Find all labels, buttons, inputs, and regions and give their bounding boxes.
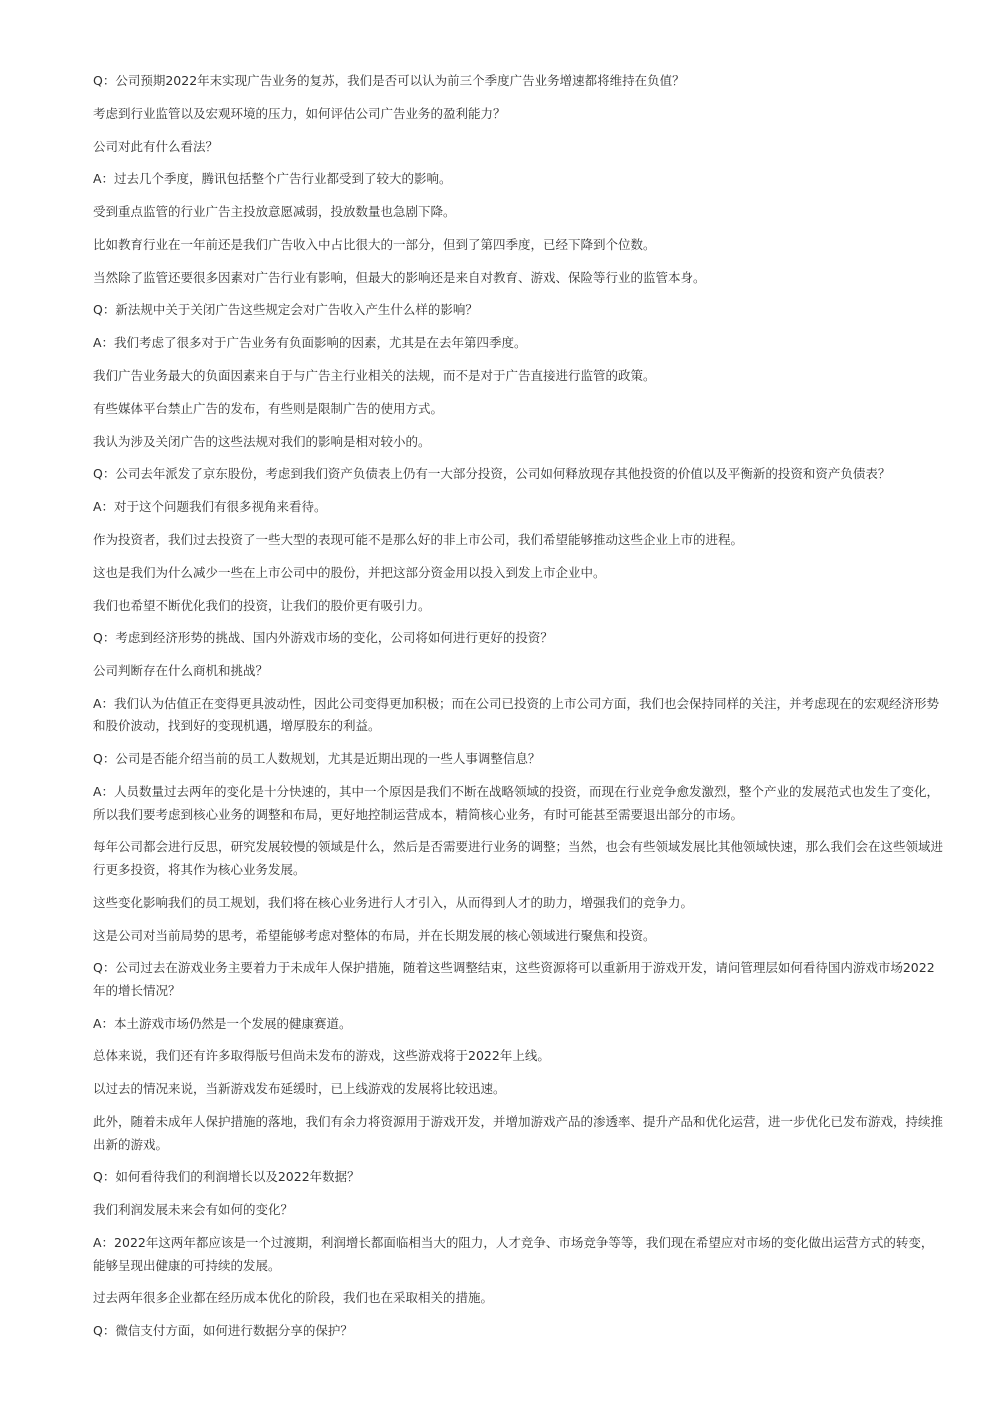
question-paragraph: 公司判断存在什么商机和挑战？ [93,663,269,679]
question-paragraph: Q：公司预期2022年末实现广告业务的复苏，我们是否可以认为前三个季度广告业务增速都将维持在负值？ [93,73,685,88]
question-paragraph: Q：考虑到经济形势的挑战、国内外游戏市场的变化，公司将如何进行更好的投资？ [93,630,553,646]
answer-paragraph: 受到重点监管的行业广告主投放意愿减弱，投放数量也急剧下降。 [93,204,456,220]
answer-paragraph: 过去两年很多企业都在经历成本优化的阶段，我们也在采取相关的措施。 [93,1290,494,1306]
answer-paragraph: A：我们考虑了很多对于广告业务有负面影响的因素，尤其是在去年第四季度。 [93,335,527,351]
answer-paragraph: 这也是我们为什么减少一些在上市公司中的股份，并把这部分资金用以投入到发上市企业中。 [93,564,606,580]
answer-paragraph: A：我们认为估值正在变得更具波动性，因此公司变得更加积极；而在公司已投资的上市公司方面，我们也会保持同样的关注，并考虑现在的宏观经济形势和股价波动，找到好的变现机遇，增厚股东的利益。 [93,695,940,734]
question-paragraph: Q：微信支付方面，如何进行数据分享的保护？ [93,1323,353,1339]
answer-paragraph: 此外，随着未成年人保护措施的落地，我们有余力将资源用于游戏开发，并增加游戏产品的渗透率、提升产品和优化运营，进一步优化已发布游戏，持续推出新的游戏。 [93,1114,944,1152]
answer-paragraph: A：本土游戏市场仍然是一个发展的健康赛道。 [93,1015,352,1031]
answer-paragraph: A：对于这个问题我们有很多视角来看待。 [93,499,327,515]
document-body [93,70,943,1353]
answer-paragraph: 我认为涉及关闭广告的这些法规对我们的影响是相对较小的。 [93,433,431,449]
question-paragraph: Q：公司过去在游戏业务主要着力于未成年人保护措施，随着这些调整结束，这些资源将可以重新用于游戏开发，请问管理层如何看待国内游戏市场2022年的增长情况？ [93,960,935,998]
question-paragraph: 我们利润发展未来会有如何的变化？ [93,1202,294,1218]
answer-paragraph: 这是公司对当前局势的思考，希望能够考虑对整体的布局，并在长期发展的核心领域进行聚焦和投资。 [93,927,656,943]
answer-paragraph: 有些媒体平台禁止广告的发布，有些则是限制广告的使用方式。 [93,400,444,416]
answer-paragraph: 当然除了监管还要很多因素对广告行业有影响，但最大的影响还是来自对教育、游戏、保险等行业的监管本身。 [93,269,706,285]
answer-paragraph: 我们广告业务最大的负面因素来自于与广告主行业相关的法规，而不是对于广告直接进行监管的政策。 [93,368,656,384]
answer-paragraph: A：人员数量过去两年的变化是十分快速的，其中一个原因是我们不断在战略领域的投资，而现在行业竞争愈发激烈，整个产业的发展范式也发生了变化，所以我们要考虑到核心业务的调整和布局，更好地控制运营成本，精简核心业务，有时可能甚至需要退出部分的市场。 [93,784,940,822]
question-paragraph: 考虑到行业监管以及宏观环境的压力，如何评估公司广告业务的盈利能力？ [93,105,506,121]
answer-paragraph: 总体来说，我们还有许多取得版号但尚未发布的游戏，这些游戏将于2022年上线。 [93,1048,550,1064]
answer-paragraph: A：2022年这两年都应该是一个过渡期，利润增长都面临相当大的阻力，人才竞争、市场竞争等等，我们现在希望应对市场的变化做出运营方式的转变，能够呈现出健康的可持续的发展。 [93,1234,934,1273]
question-paragraph: Q：新法规中关于关闭广告这些规定会对广告收入产生什么样的影响？ [93,302,478,318]
answer-paragraph: A：过去几个季度，腾讯包括整个广告行业都受到了较大的影响。 [93,171,452,187]
answer-paragraph: 以过去的情况来说，当新游戏发布延缓时，已上线游戏的发展将比较迅速。 [93,1081,506,1097]
question-paragraph: Q：公司去年派发了京东股份，考虑到我们资产负债表上仍有一大部分投资，公司如何释放现存其他投资的价值以及平衡新的投资和资产负债表？ [93,466,891,482]
question-paragraph: Q：公司是否能介绍当前的员工人数规划，尤其是近期出现的一些人事调整信息？ [93,751,541,767]
answer-paragraph: 我们也希望不断优化我们的投资，让我们的股价更有吸引力。 [93,597,431,613]
answer-paragraph: 这些变化影响我们的员工规划，我们将在核心业务进行人才引入，从而得到人才的助力，增强我们的竞争力。 [93,894,694,910]
answer-paragraph: 每年公司都会进行反思，研究发展较慢的领域是什么，然后是否需要进行业务的调整；当然，也会有些领域发展比其他领域快速，那么我们会在这些领域进行更多投资，将其作为核心业务发展。 [93,839,944,877]
answer-paragraph: 比如教育行业在一年前还是我们广告收入中占比很大的一部分，但到了第四季度，已经下降到个位数。 [93,236,656,252]
question-paragraph: Q：如何看待我们的利润增长以及2022年数据？ [93,1169,360,1185]
answer-paragraph: 作为投资者，我们过去投资了一些大型的表现可能不是那么好的非上市公司，我们希望能够推动这些企业上市的进程。 [93,531,744,547]
question-paragraph: 公司对此有什么看法？ [93,138,219,154]
